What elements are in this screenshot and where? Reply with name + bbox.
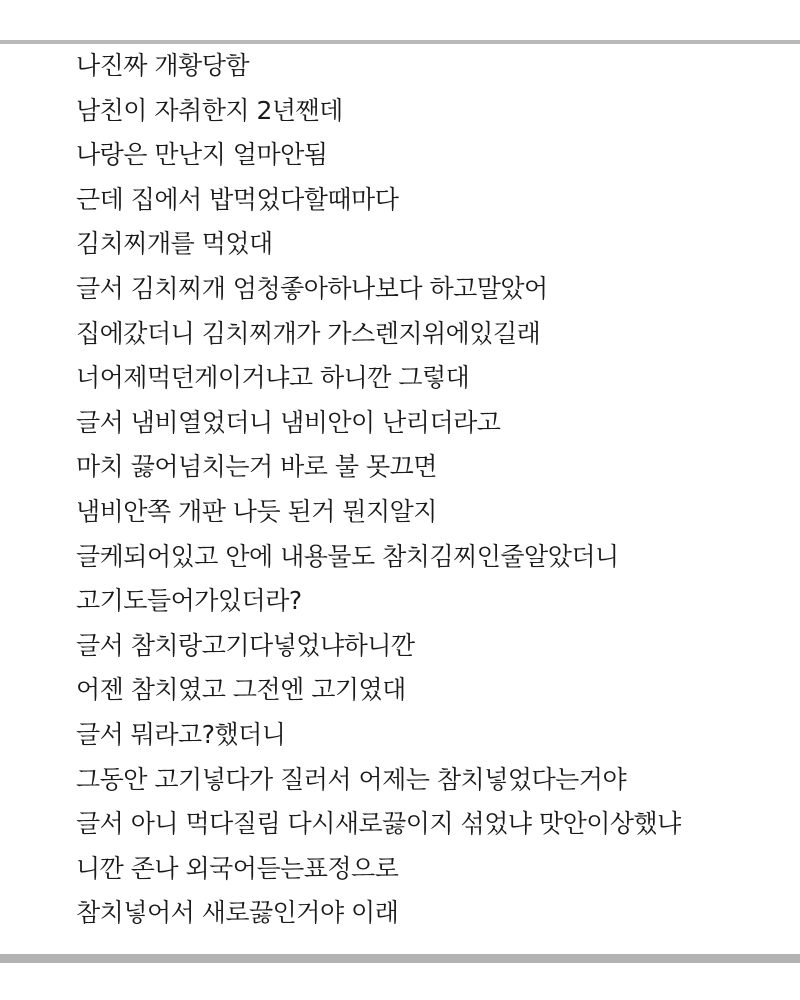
text-line: 냄비안쪽 개판 나듯 된거 뭔지알지 xyxy=(76,496,437,526)
text-line: 글서 김치찌개 엄청좋아하나보다 하고말았어 xyxy=(76,273,548,303)
text-line: 글서 아니 먹다질림 다시새로끓이지 섞었냐 맛안이상했냐 xyxy=(76,809,681,839)
post-text xyxy=(76,44,796,936)
text-line: 집에갔더니 김치찌개가 가스렌지위에있길래 xyxy=(76,318,541,348)
text-line: 고기도들어가있더라? xyxy=(76,586,302,616)
text-line: 글케되어있고 안에 내용물도 참치김찌인줄알았더니 xyxy=(76,541,619,571)
bottom-divider xyxy=(0,954,800,963)
text-line: 글서 냄비열었더니 냄비안이 난리더라고 xyxy=(76,407,501,437)
text-line: 너어제먹던게이거냐고 하니깐 그렇대 xyxy=(76,363,470,393)
text-line: 근데 집에서 밥먹었다할때마다 xyxy=(76,184,399,214)
text-line: 어젠 참치였고 그전엔 고기였대 xyxy=(76,675,406,705)
text-line: 니깐 존나 외국어듣는표정으로 xyxy=(76,853,399,883)
text-line: 나진짜 개황당함 xyxy=(76,51,249,80)
text-line: 남친이 자취한지 2년짼데 xyxy=(76,95,343,125)
text-line: 글서 참치랑고기다넣었냐하니깐 xyxy=(76,630,415,660)
text-line: 글서 뭐라고?했더니 xyxy=(76,719,286,749)
text-line: 그동안 고기넣다가 질러서 어제는 참치넣었다는거야 xyxy=(76,764,627,794)
text-line: 김치찌개를 먹었대 xyxy=(76,229,273,259)
text-line: 나랑은 만난지 얼마안됨 xyxy=(76,140,328,170)
text-line: 마치 끓어넘치는거 바로 불 못끄면 xyxy=(76,452,437,482)
text-line: 참치넣어서 새로끓인거야 이래 xyxy=(76,898,399,928)
